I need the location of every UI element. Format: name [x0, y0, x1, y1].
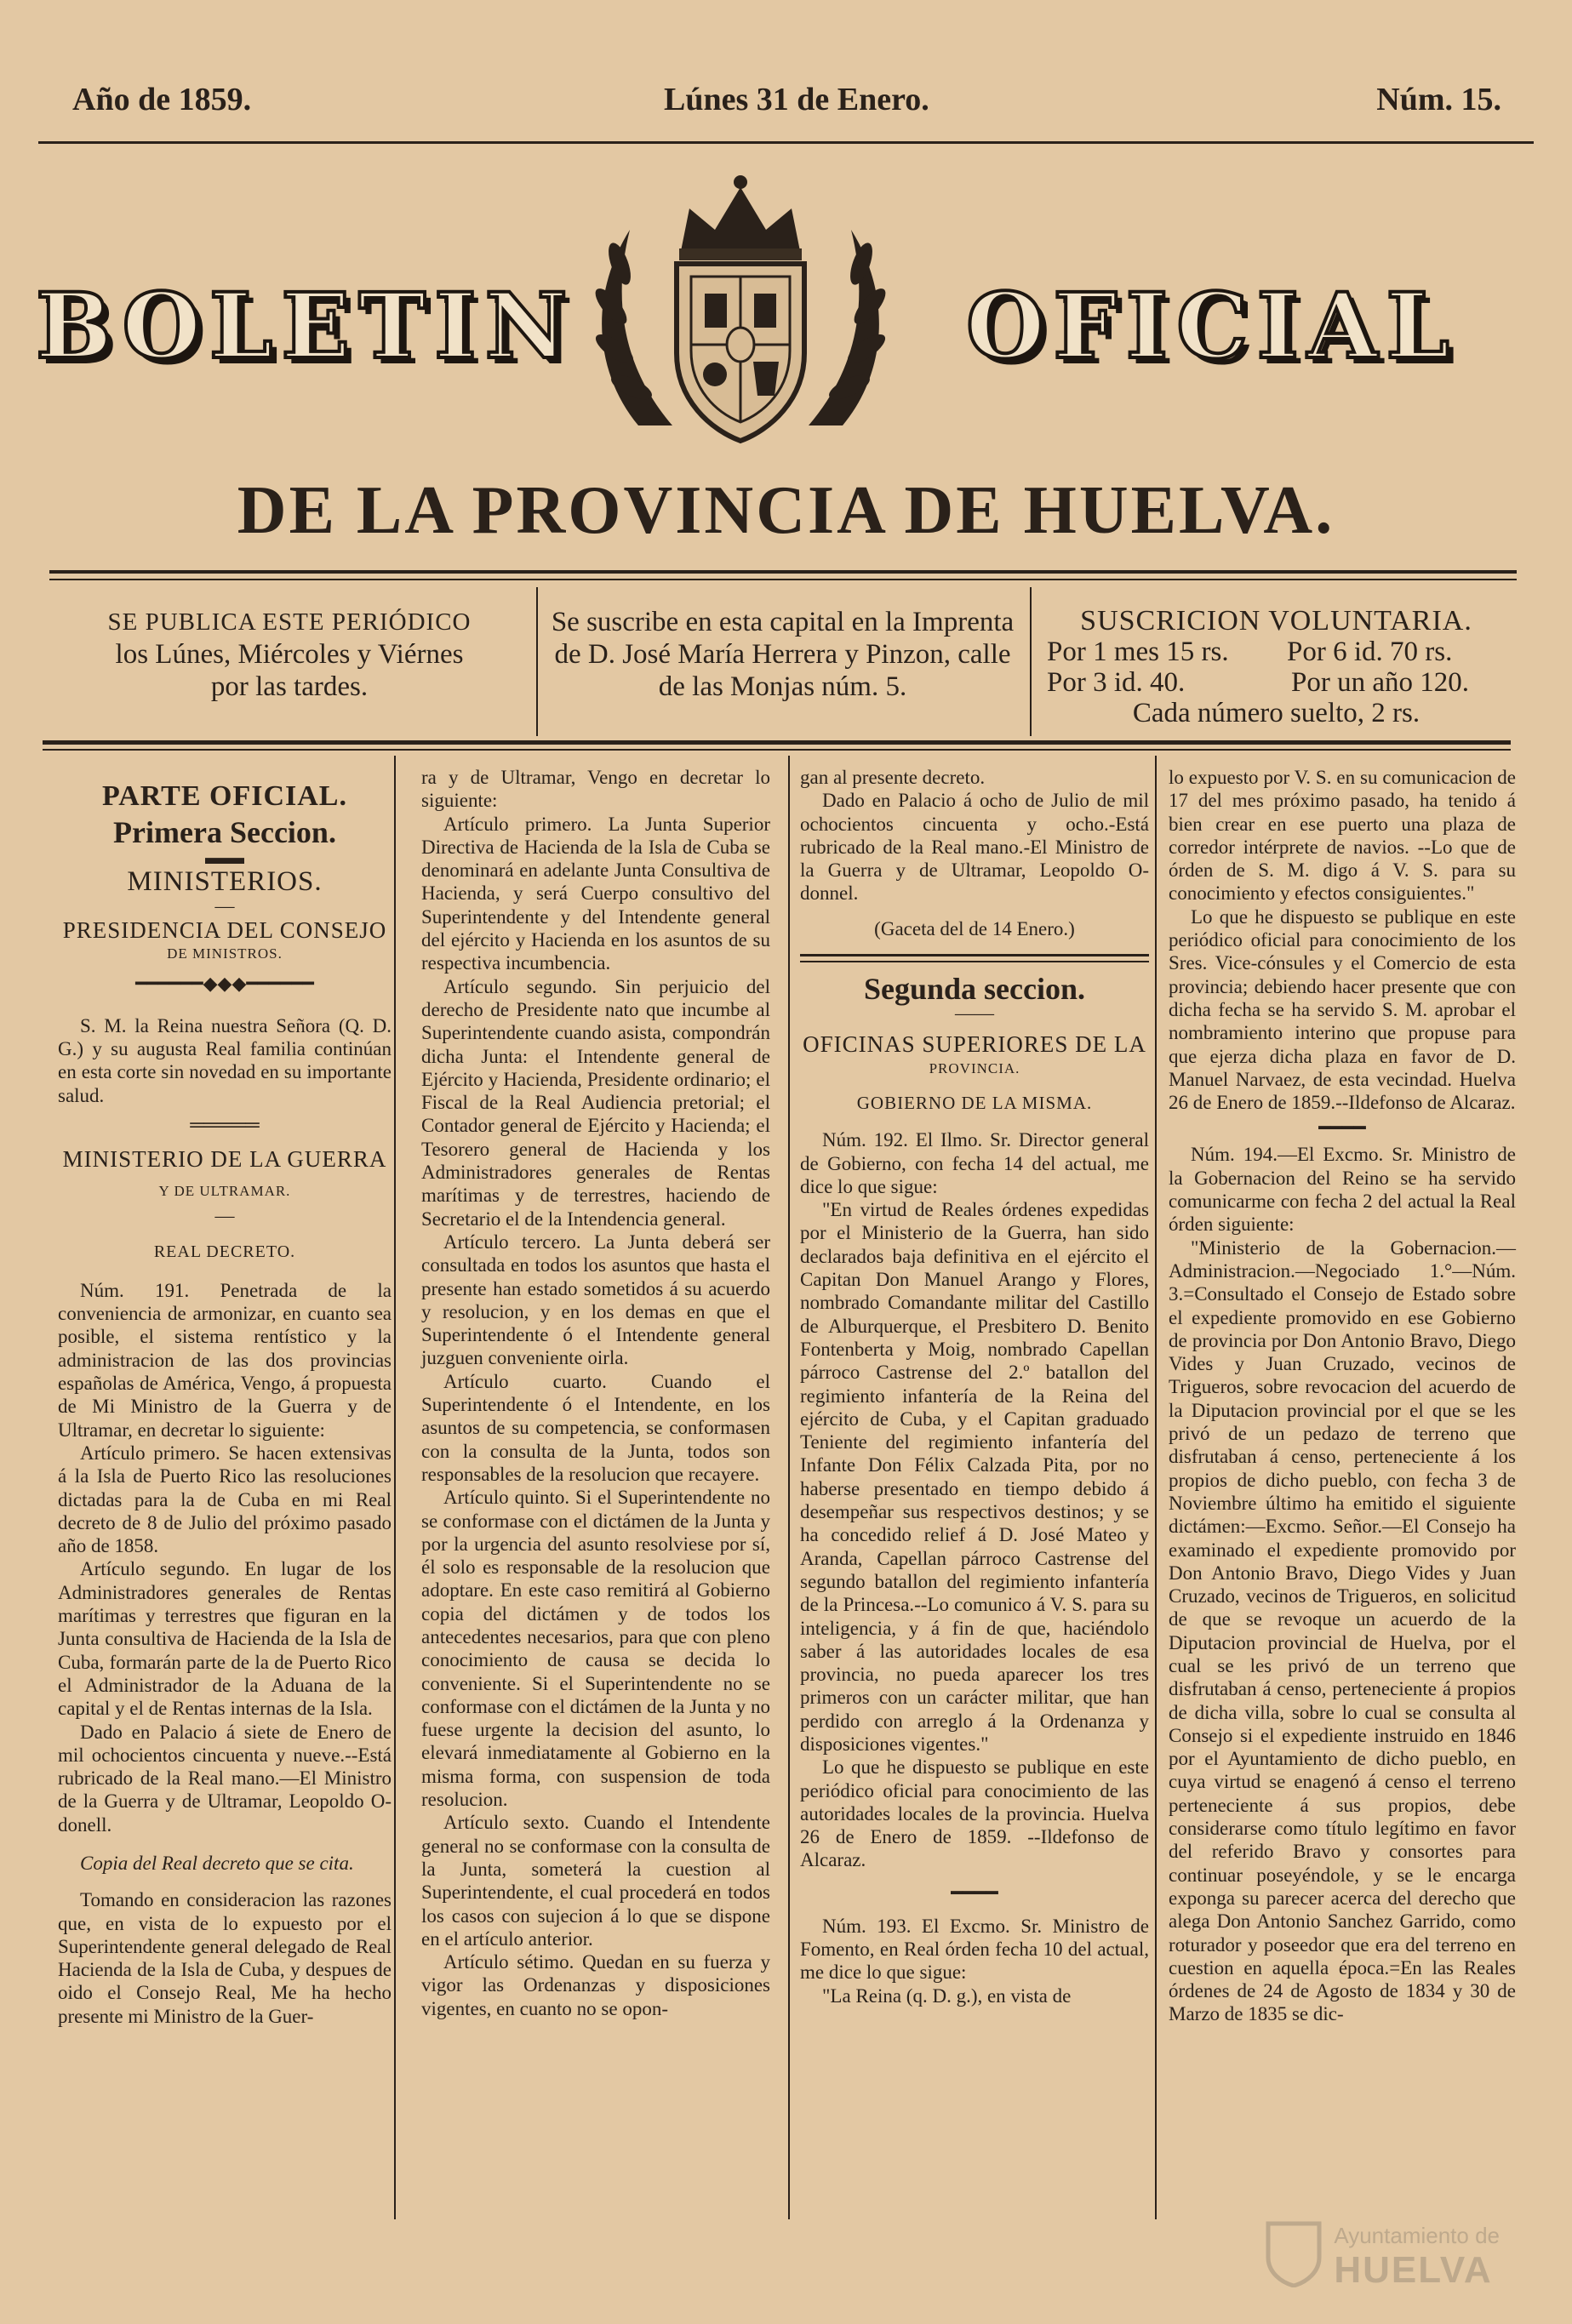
prices-title: SUSCRICION VOLUNTARIA.: [1080, 605, 1472, 637]
ornament-dash: —: [214, 1204, 235, 1226]
paragraph-col2-articulo-5: Artículo quinto. Si el Superintendente no se conformase con el dictámen de la Junta y por la urgencia del asunto resolviese por sí, él solo es responsable de la resolucion que adoptare. En este caso remitirá al Gobierno copia del dictámen y de todos los antecedentes necesarios, para que con pleno conocimiento de causa se decida lo conveniente. Si el Superintendente no se conformase con el dictámen de la Junta y no fuese urgente la decision del asunto, lo elevará inmediatamente al Gobierno en la misma forma, con suspension de toda resolucion.: [421, 1487, 770, 1811]
info-publication-line2: los Lúnes, Miércoles y Viérnes: [115, 639, 464, 670]
section-double-rule: [800, 954, 1149, 962]
paragraph-col4-lo-que: Lo que he dispuesto se publique en este periódico oficial para conocimiento de los Sres. Vice-cónsules y el Comercio de esta provincia; debiendo hacer presente que con dicha fecha se ha servido S. M. aprobar el nombramiento interino que propuse para que ejerza dicha plaza en favor de D. Manuel Narvaez, de esta vecindad. Huelva 26 de Enero de 1859.--Ildefonso de Alcaraz.: [1169, 905, 1516, 1114]
ministerios-heading: MINISTERIOS.: [127, 865, 323, 897]
info-subscription: [538, 606, 1027, 703]
ornament-rule: ━━━━: [951, 1881, 998, 1904]
price-3-months: Por 3 id. 40.: [1047, 667, 1186, 698]
info-prices: [1032, 606, 1521, 728]
price-6-months: Por 6 id. 70 rs.: [1287, 637, 1453, 667]
info-publication-line3: por las tardes.: [210, 671, 369, 702]
paragraph-expuesto: lo expuesto por V. S. en su comunicacion de 17 del mes próximo pasado, ha tenido á bien crear en ese puerto una plaza de corredor intérprete de navios. --Lo que de órden de S. M. digo á V. S. para su conocimiento y efectos consiguientes.": [1169, 767, 1516, 905]
column-3: [800, 766, 1149, 2007]
segunda-seccion-heading: Segunda seccion.: [863, 972, 1086, 1007]
ornament-dash: ▬▬: [205, 846, 244, 868]
info-rule-top-thin: [49, 579, 1517, 580]
presidencia-heading: PRESIDENCIA DEL CONSEJO: [62, 916, 387, 943]
paragraph-col2-articulo-3: Artículo tercero. La Junta deberá ser consultada en todos los asuntos que hasta el presente han estado sometidos á su acuerdo y resolucion, y en los demas en que el Superintendente ó el Intendente general juzguen conveniente oirla.: [421, 1231, 770, 1369]
column-2: [421, 766, 770, 2020]
title-oficial: OFICIAL: [966, 272, 1458, 379]
paragraph-la-reina: "La Reina (q. D. g.), en vista de: [822, 1984, 1072, 2007]
info-publication: [51, 606, 528, 703]
paragraph-tomando: Tomando en consideracion las razones que, en vista de lo expuesto por el Superintendente general delegado de Real Hacienda de la Isla de Cuba, y despues de oido el Consejo Real, Me ha hecho presente mi Ministro de la Guer-: [58, 1889, 392, 2027]
paragraph-col2-articulo-6: Artículo sexto. Cuando el Intendente general no se conformase con la consulta de la Junta, someterá la cuestion al Superintendente, el cual procederá en todos los casos con sujecion á lo que se dispone en el artículo anterior.: [421, 1812, 770, 1950]
issue-number: Núm. 15.: [1376, 82, 1501, 117]
info-subscription-line3: de las Monjas núm. 5.: [658, 671, 907, 702]
paragraph-dado: Dado en Palacio á siete de Enero de mil ochocientos cincuenta y nueve.--Está rubricado de la Real mano.—El Ministro de la Guerra y de Ultramar, Leopoldo O-donell.: [58, 1721, 392, 1836]
real-decreto-heading: REAL DECRETO.: [153, 1242, 296, 1261]
provincia-subheading: PROVINCIA.: [929, 1059, 1020, 1076]
watermark-shield-icon: [1264, 2219, 1323, 2287]
price-1-month: Por 1 mes 15 rs.: [1047, 637, 1229, 667]
copia-decreto-heading: Copia del Real decreto que se cita.: [80, 1852, 354, 1874]
column-1: [58, 766, 392, 2028]
issue-date: Lúnes 31 de Enero.: [664, 82, 929, 117]
paragraph-col3-dado: Dado en Palacio á ocho de Julio de mil ochocientos cincuenta y ocho.-Está rubricado de la Real mano.-El Ministro de la Guerra y de Ultramar, Leopoldo O-donnel.: [800, 790, 1149, 905]
paragraph-col2-articulo-2: Artículo segundo. Sin perjuicio del derecho de Presidente nato que incumbe al Superintendente cuando asista, compondrán dicha Junta: el Intendente general de Ejército y Hacienda, Presidente ordinario; el Fiscal de la Real Audiencia pretorial; el Contador general de Ejército y Hacienda; el Tesorero general de Hacienda y los Administradores generales de Rentas marítimas y de terrestres, haciendo de Secretario el de la Intendencia general.: [421, 975, 770, 1230]
paragraph-lo-que: Lo que he dispuesto se publique en este periódico oficial para conocimiento de las autoridades locales de la provincia. Huelva 26 de Enero de 1859. --Ildefonso de Alcaraz.: [800, 1756, 1149, 1871]
ornament-dash: ═════: [190, 1113, 260, 1135]
price-single-issue: Cada número suelto, 2 rs.: [1132, 698, 1421, 728]
info-publication-line1: SE PUBLICA ESTE PERIÓDICO: [107, 608, 472, 636]
column-separator-1: [394, 756, 396, 2219]
paragraph-articulo-2: Artículo segundo. En lugar de los Administradores generales de Rentas marítimas y terrestres que figuran en la Junta consultiva de Hacienda de la Isla de Cuba, formarán parte de la de Puerto Rico el Administrador de la Aduana de la capital y el de Rentas internas de la Isla.: [58, 1558, 392, 1720]
prices-row-1: [1032, 637, 1521, 667]
top-rule: [38, 141, 1534, 144]
prices-row-2: [1032, 667, 1521, 698]
paragraph-col2-articulo-1: Artículo primero. La Junta Superior Directiva de Hacienda de la Isla de Cuba se denominará en adelante Junta Consultiva de Hacienda, y será Cuerpo consultivo del Superintendente y del Intendente general del ejército y Hacienda en los asuntos de su respectiva incumbencia.: [421, 813, 770, 974]
oficinas-heading: OFICINAS SUPERIORES DE LA: [803, 1031, 1146, 1058]
watermark-line1: Ayuntamiento de: [1334, 2223, 1500, 2248]
title-boletin: BOLETIN: [36, 272, 576, 379]
column-separator-3: [1155, 756, 1157, 2219]
info-rule-top: [49, 570, 1517, 574]
parte-oficial-heading: PARTE OFICIAL.: [102, 780, 347, 812]
paragraph-193: Núm. 193. El Excmo. Sr. Ministro de Fomento, en Real órden fecha 10 del actual, me dice lo que sigue:: [800, 1915, 1149, 1984]
paragraph-gan: gan al presente decreto.: [800, 767, 986, 788]
ayuntamiento-watermark: [1334, 2223, 1500, 2292]
paragraph-ministerio-gobernacion: "Ministerio de la Gobernacion.—Administracion.—Negociado 1.°—Núm. 3.=Consultado el Consejo de Estado sobre el expediente promovido en ese Gobierno de provincia por Don Antonio Bravo, Diego Vides y Juan Cruzado, vecinos de Trigueros, sobre revocacion del acuerdo de la Diputacion provincial por el que se les privó de un pedazo de terreno que disfrutaban á censo, perteneciente á los propios de dicho pueblo, con fecha 3 de Noviembre último ha emitido el siguiente dictámen:—Excmo. Señor.—El Consejo ha examinado el expediente promovido por Don Antonio Bravo, Diego Vides y Juan Cruzado, vecinos de Trigueros, en solicitud de que se revoque un acuerdo de la Diputacion provincial de Huelva, por el cual se les privó de un terreno que disfrutaban á censo, perteneciente á propios de dicha villa, sobre lo cual se consulta al Consejo si el expediente instruido en 1846 por el Ayuntamiento de dicho pueblo, en cuya virtud se enagenó á censo el terreno perteneciente á sus propios, debe considerarse como título legítimo en favor del referido Bravo y consortes para continuar poseyéndole, y se le encarga exponga su parecer acerca del derecho que alega Don Antonio Sanchez Garrido, como roturador y poseedor que era del terreno en cuestion en aquella época.=En las Reales órdenes de 24 de Agosto de 1834 y 30 de Marzo de 1835 se dic-: [1169, 1236, 1516, 2025]
paragraph-194: Núm. 194.—El Excmo. Sr. Ministro de la Gobernacion del Reino se ha servido comunicarme con fecha 2 del actual la Real órden siguiente:: [1169, 1144, 1516, 1236]
paragraph-virtud: "En virtud de Reales órdenes expedidas por el Ministerio de la Guerra, han sido declarados baja definitiva en el ejército el Capitan Don Manuel Arango y Flores, nombrado Comandante militar del Castillo de Alburquerque, el Presbitero D. Benito Fontenberta y Moig, nombrado Capellan párroco Castrense del 2.º batallon del regimiento infantería de la Reina del ejército de Cuba, y el Capitan graduado Teniente del regimiento infantería del Infante Don Félix Calzada Pita, por no haberse presentado en tiempo debido á desempeñar sus respectivos destinos; y se ha concedido relief á D. José Mateo y Aranda, Capellan párroco Castrense del segundo batallon del regimiento infantería de la Princesa.--Lo comunico á V. S. para su inteligencia, y á fin de que, haciéndolo saber á las autoridades locales de esa provincia, no pueda aparecer los tres primeros con un carácter militar, que han perdido con arreglo á la Ordenanza y disposiciones vigentes.": [800, 1199, 1149, 1755]
masthead-topline: [38, 81, 1534, 115]
paragraph-col2-articulo-4: Artículo cuarto. Cuando el Superintendente ó el Intendente, en los asuntos de su competencia, se conformasen con la consulta de la Junta, todos son responsables de la resolucion que recayere.: [421, 1370, 770, 1485]
ministerio-guerra-heading: MINISTERIO DE LA GUERRA: [62, 1145, 387, 1172]
price-1-year: Por un año 120.: [1291, 667, 1469, 698]
ornament-rule: ━━━━: [1318, 1117, 1366, 1139]
title-provincia: DE LA PROVINCIA DE HUELVA.: [237, 473, 1335, 548]
ornament-dash: ——: [955, 1002, 994, 1025]
gaceta-reference: (Gaceta del de 14 Enero.): [874, 917, 1075, 939]
column-4: [1169, 766, 1516, 2026]
watermark-line2: HUELVA: [1334, 2249, 1493, 2291]
paragraph-reina: S. M. la Reina nuestra Señora (Q. D. G.) y su augusta Real familia continúan en esta corte sin novedad en su importante salud.: [58, 1014, 392, 1106]
paragraph-191: Núm. 191. Penetrada de la conveniencia de armonizar, en cuanto sea posible, el sistema rentístico y la administracion de las dos provincias españolas de América, Vengo, á propuesta de Mi Ministro de la Guerra y de Ultramar, en decretar lo siguiente:: [58, 1279, 392, 1441]
issue-year: Año de 1859.: [72, 82, 252, 117]
info-subscription-line1: Se suscribe en esta capital en la Imprenta: [551, 607, 1015, 637]
paragraph-vengo: ra y de Ultramar, Vengo en decretar lo siguiente:: [421, 767, 770, 812]
ornament-dash: —: [214, 894, 235, 916]
paragraph-articulo-1: Artículo primero. Se hacen extensivas á la Isla de Puerto Rico las resoluciones dictadas para la de Cuba en mi Real decreto de 8 de Julio del próximo pasado año de 1858.: [58, 1442, 392, 1557]
ornament-flourish: ━━━━━━◆◆◆━━━━━━: [135, 973, 314, 995]
ultramar-subheading: Y DE ULTRAMAR.: [158, 1183, 291, 1200]
column-separator-2: [788, 756, 790, 2219]
info-rule-bottom: [43, 740, 1511, 745]
info-subscription-line2: de D. José María Herrera y Pinzon, calle: [554, 639, 1011, 670]
paragraph-192: Núm. 192. El Ilmo. Sr. Director general de Gobierno, con fecha 14 del actual, me dice lo que sigue:: [800, 1129, 1149, 1197]
paragraph-col2-articulo-7: Artículo sétimo. Quedan en su fuerza y vigor las Ordenanzas y disposiciones vigentes, en cuanto no se opon-: [421, 1951, 770, 2019]
ministros-subheading: DE MINISTROS.: [167, 945, 283, 962]
coat-of-arms-emblem: [579, 170, 902, 451]
gobierno-heading: GOBIERNO DE LA MISMA.: [856, 1092, 1093, 1113]
primera-seccion-heading: Primera Seccion.: [113, 815, 336, 850]
info-rule-bottom-thin: [43, 749, 1511, 751]
